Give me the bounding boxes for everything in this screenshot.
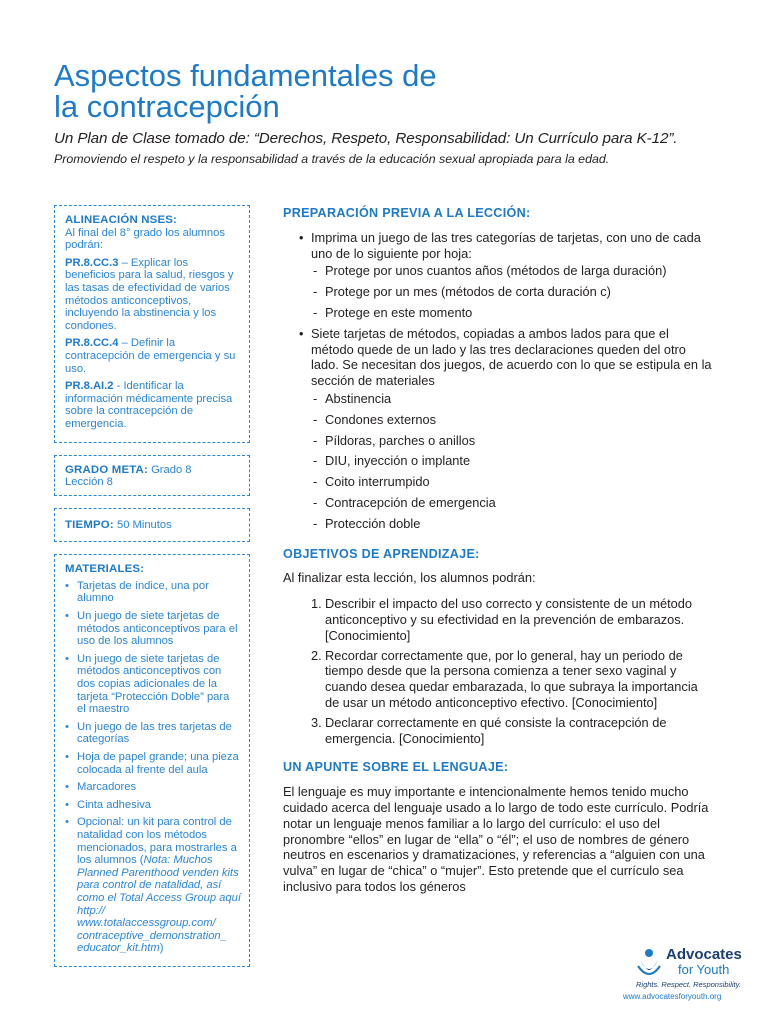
logo-mark-icon bbox=[636, 948, 662, 980]
list-item: • Siete tarjetas de métodos, copiadas a ambos lados para que el método quede de un lado y las tres declaraciones queden del otro lado. Se necesitan dos juegos, de acuerdo con lo que se estipula en la sección de materiales - Abstinencia - Condones externos - Píldoras, parches o anillos - DIU, inyección o implante - Coito interrumpido - Contracepción de emergencia - Protección doble bbox=[299, 326, 713, 532]
subtitle: Un Plan de Clase tomado de: “Derechos, Respeto, Responsabilidad: Un Currículo para K-12”. bbox=[54, 130, 678, 147]
nses-box bbox=[54, 205, 250, 443]
category-list bbox=[311, 263, 713, 320]
list-item: - Protege en este momento bbox=[311, 305, 713, 321]
list-item: • Un juego de siete tarjetas de métodos anticonceptivos para el uso de los alumnos bbox=[65, 610, 241, 648]
list-item: • Un juego de las tres tarjetas de categorías bbox=[65, 721, 241, 746]
list-item: - Protección doble bbox=[311, 516, 713, 532]
logo-name-line1: Advocates bbox=[666, 946, 742, 963]
time-value: 50 Minutos bbox=[116, 518, 172, 531]
grade-line: GRADO META: Grado 8 bbox=[65, 463, 192, 476]
nses-standard: PR.8.CC.4 – Definir la contracepción de emergencia y su uso. bbox=[65, 337, 236, 375]
list-item: 3. Declarar correctamente en qué consiste la contracepción de emergencia. [Conocimiento] bbox=[311, 714, 667, 746]
objectives-list bbox=[311, 596, 713, 746]
list-item: • Opcional: un kit para control de natalidad con los métodos mencionados, para mostrarles a los alumnos (Nota: Muchos Planned Parenthood venden kits para control de natalidad, así como el Total Access Group aquí http:// www.totalaccessgroup.com/ contraceptive_demonstration_ educator_kit.htm) bbox=[65, 816, 241, 955]
tagline: Promoviendo el respeto y la responsabilidad a través de la educación sexual apropiada para la edad. bbox=[54, 152, 610, 166]
list-item: - Protege por un mes (métodos de corta duración c) bbox=[311, 284, 713, 300]
materials-box bbox=[54, 554, 250, 967]
list-item: - Protege por unos cuantos años (métodos de larga duración) bbox=[311, 263, 713, 279]
time-box bbox=[54, 508, 250, 543]
list-item: • Tarjetas de índice, una por alumno bbox=[65, 580, 241, 605]
methods-list bbox=[311, 391, 713, 532]
nses-standard: PR.8.CC.3 – Explicar los beneficios para la salud, riesgos y las tasas de efectividad de varios métodos anticonceptivos, incluyendo la abstinencia y los condones. bbox=[65, 256, 234, 332]
website-link[interactable]: www.advocatesforyouth.org bbox=[623, 992, 722, 1001]
nses-standard: PR.8.AI.2 - Identificar la información médicamente precisa sobre la contracepción de emergencia. bbox=[65, 380, 233, 430]
list-item: • Cinta adhesiva bbox=[65, 799, 241, 812]
nses-intro: Al final del 8° grado los alumnos podrán: bbox=[65, 226, 225, 252]
logo-name-line2: for Youth bbox=[678, 962, 730, 977]
language-heading: UN APUNTE SOBRE EL LENGUAJE: bbox=[283, 760, 509, 775]
page-title bbox=[54, 60, 754, 122]
title-line-2: la contracepción bbox=[54, 89, 280, 124]
lesson-number: Lección 8 bbox=[65, 476, 113, 489]
materials-list bbox=[65, 580, 241, 955]
main-content bbox=[283, 206, 713, 895]
title-line-1: Aspectos fundamentales de bbox=[54, 58, 437, 93]
list-item: • Marcadores bbox=[65, 781, 241, 794]
materials-heading: MATERIALES: bbox=[65, 563, 145, 576]
list-item: - DIU, inyección o implante bbox=[311, 453, 713, 469]
logo-tagline: Rights. Respect. Responsibility. bbox=[636, 980, 741, 989]
list-item: - Coito interrumpido bbox=[311, 474, 713, 490]
document-header bbox=[54, 60, 754, 166]
list-item: - Abstinencia bbox=[311, 391, 713, 407]
list-item: - Píldoras, parches o anillos bbox=[311, 433, 713, 449]
prep-list bbox=[299, 230, 713, 532]
list-item: • Imprima un juego de las tres categorías de tarjetas, con uno de cada uno de lo siguiente por hoja: - Protege por unos cuantos años (métodos de larga duración) - Protege por un mes (métodos de corta duración c) - Protege en este momento bbox=[299, 230, 713, 321]
list-item: - Condones externos bbox=[311, 412, 713, 428]
nses-heading: ALINEACIÓN NSES: bbox=[65, 214, 178, 226]
sidebar bbox=[54, 205, 250, 979]
objectives-intro: Al finalizar esta lección, los alumnos podrán: bbox=[283, 570, 536, 586]
time-label: TIEMPO: bbox=[65, 518, 114, 531]
language-text: El lenguaje es muy importante e intencionalmente hemos tenido mucho cuidado acerca del lenguaje usado a lo largo de todo este currículo. Podría notar un lenguaje menos familiar a lo largo del currículo: el uso del pronombre “ellos” en lugar de “ella” o “él”; el uso de nombres de género neutros en escenarios y dramatizaciones, y referencias a “alguien con una vulva” en lugar de “chica” o “mujer”. Esto pretende que el currículo sea inclusivo para todos los géneros bbox=[283, 784, 709, 894]
grade-box bbox=[54, 455, 250, 496]
objectives-heading: OBJETIVOS DE APRENDIZAJE: bbox=[283, 546, 480, 561]
list-item: 1. Describir el impacto del uso correcto y consistente de un método anticonceptivo y su efectividad en la prevención de embarazos. [Conocimiento] bbox=[311, 596, 693, 643]
list-item: 2. Recordar correctamente que, por lo general, hay un periodo de tiempo desde que la persona comienza a tener sexo vaginal y cuando desea quedar embarazada, lo que subraya la importancia de usar un método anticonceptivo efectivo. [Conocimiento] bbox=[311, 647, 698, 710]
list-item: • Un juego de siete tarjetas de métodos anticonceptivos con dos copias adicionales de la tarjeta “Protección Doble” para el maestro bbox=[65, 653, 241, 716]
list-item: • Hoja de papel grande; una pieza colocada al frente del aula bbox=[65, 751, 241, 776]
list-item: - Contracepción de emergencia bbox=[311, 495, 713, 511]
prep-heading: PREPARACIÓN PREVIA A LA LECCIÓN: bbox=[283, 206, 531, 220]
